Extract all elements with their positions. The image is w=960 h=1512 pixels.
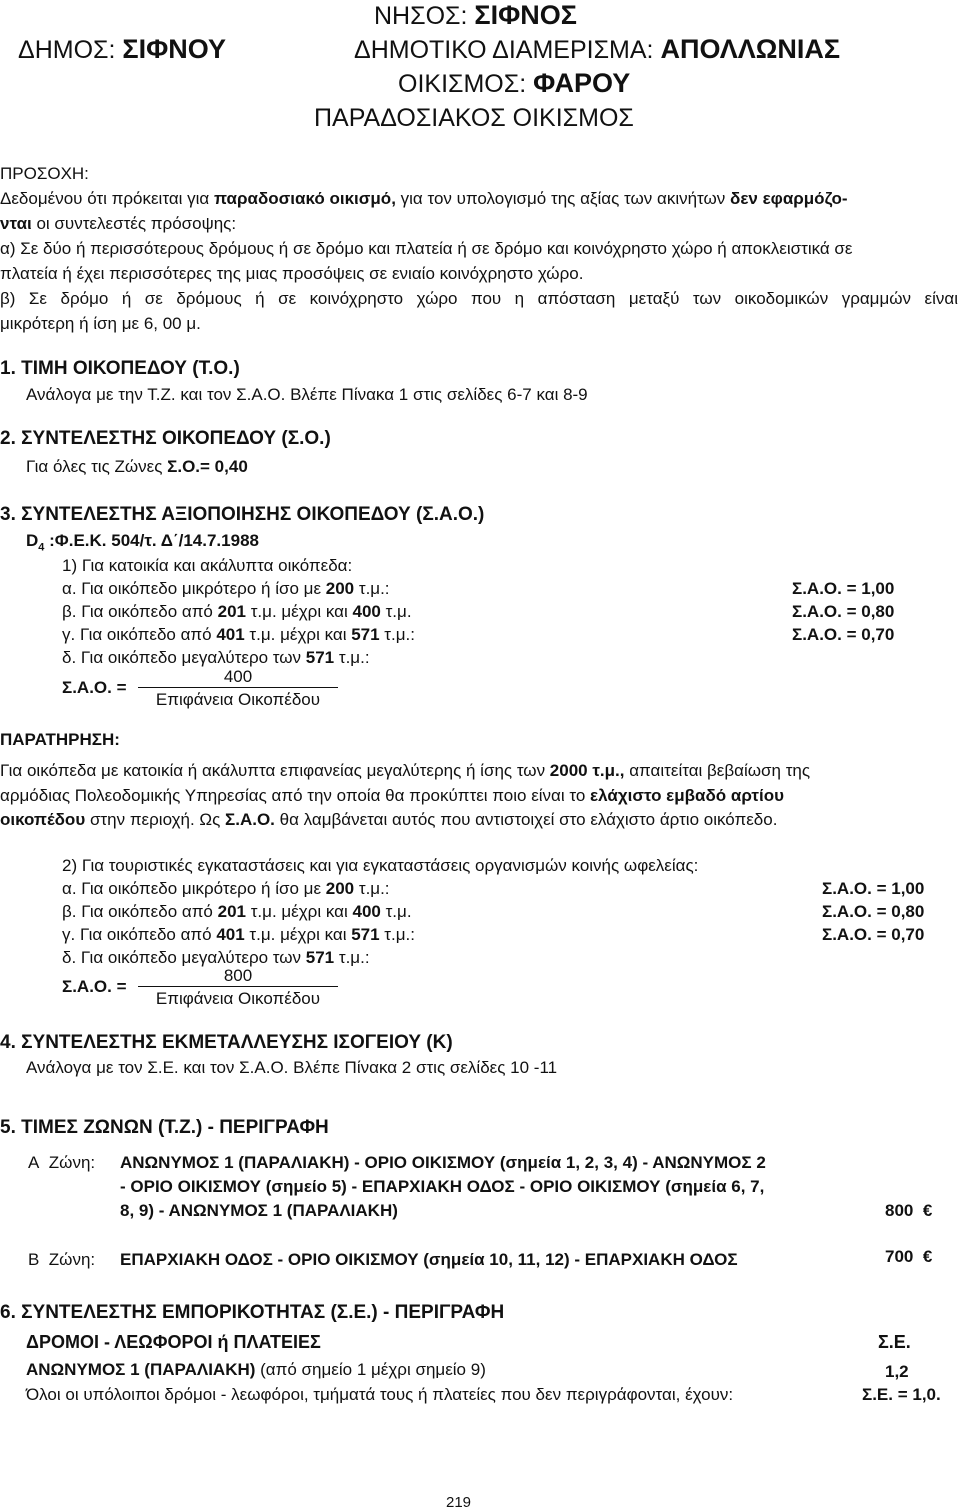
section-1-title: 1. ΤΙΜΗ ΟΙΚΟΠΕΔΟΥ (Τ.Ο.) bbox=[0, 358, 240, 379]
note-line-3: οικοπέδου στην περιοχή. Ως Σ.Α.Ο. θα λαμβάνεται αυτός που αντιστοιχεί στο ελάχιστο άρτιο οικόπεδο. bbox=[0, 810, 778, 829]
formula-2-denominator: Επιφάνεια Οικοπέδου bbox=[155, 989, 321, 1008]
formula-1-label: Σ.Α.Ο. = bbox=[62, 678, 127, 697]
section-5-title: 5. ΤΙΜΕΣ ΖΩΝΩΝ (Τ.Ζ.) - ΠΕΡΙΓΡΑΦΗ bbox=[0, 1117, 329, 1138]
group-1-row-a: α. Για οικόπεδο μικρότερο ή ίσο με 200 τ.μ.: bbox=[62, 579, 390, 598]
formula-2-label: Σ.Α.Ο. = bbox=[62, 977, 127, 996]
zone-a-line-2: - ΟΡΙΟ ΟΙΚΙΣΜΟΥ (σημείο 5) - ΕΠΑΡΧΙΑΚΗ ΟΔΟΣ - ΟΡΙΟ ΟΙΚΙΣΜΟΥ (σημεία 6, 7, bbox=[120, 1177, 765, 1196]
zone-a-line-3: 8, 9) - ΑΝΩΝΥΜΟΣ 1 (ΠΑΡΑΛΙΑΚΗ) bbox=[120, 1201, 398, 1220]
warning-line-3: α) Σε δύο ή περισσότερους δρόμους ή σε δρόμο και πλατεία ή σε δρόμο και κοινόχρηστο χώρο ή αποκλειστικά σε bbox=[0, 239, 853, 258]
warning-line-4: πλατεία ή έχει περισσότερες της μιας προσόψεις σε ενιαίο κοινόχρηστο χώρο. bbox=[0, 264, 584, 283]
island-label: ΝΗΣΟΣ: bbox=[374, 2, 468, 30]
zone-a-price: 800 € bbox=[885, 1201, 933, 1220]
warning-line-2: νται οι συντελεστές πρόσοψης: bbox=[0, 214, 237, 233]
island-value: ΣΙΦΝΟΣ bbox=[474, 0, 577, 30]
group-2-value-b: Σ.Α.Ο. = 0,80 bbox=[822, 902, 925, 921]
other-roads-text: Όλοι οι υπόλοιποι δρόμοι - λεωφόροι, τμήματά τους ή πλατείες που δεν περιγράφονται, έχουν: bbox=[26, 1385, 734, 1404]
group-2-row-d: δ. Για οικόπεδο μεγαλύτερο των 571 τ.μ.: bbox=[62, 948, 370, 967]
group-2-row-c: γ. Για οικόπεδο από 401 τ.μ. μέχρι και 571 τ.μ.: bbox=[62, 925, 415, 944]
group-1-title: 1) Για κατοικία και ακάλυπτα οικόπεδα: bbox=[62, 556, 353, 575]
group-1-value-b: Σ.Α.Ο. = 0,80 bbox=[792, 602, 895, 621]
section-1-text: Ανάλογα με την Τ.Ζ. και τον Σ.Α.Ο. Βλέπε Πίνακα 1 στις σελίδες 6-7 και 8-9 bbox=[26, 385, 588, 404]
group-1-value-c: Σ.Α.Ο. = 0,70 bbox=[792, 625, 895, 644]
page-number: 219 bbox=[446, 1494, 472, 1511]
island-line bbox=[374, 0, 577, 31]
warning-title: ΠΡΟΣΟΧΗ: bbox=[0, 164, 89, 183]
settlement-type: ΠΑΡΑΔΟΣΙΑΚΟΣ ΟΙΚΙΣΜΟΣ bbox=[314, 104, 634, 132]
zone-a-label: Α Ζώνη: bbox=[28, 1153, 96, 1172]
settlement-line bbox=[398, 68, 630, 99]
section-4-title: 4. ΣΥΝΤΕΛΕΣΤΗΣ ΕΚΜΕΤΑΛΛΕΥΣΗΣ ΙΣΟΓΕΙΟΥ (Κ) bbox=[0, 1032, 453, 1053]
section-2-title: 2. ΣΥΝΤΕΛΕΣΤΗΣ ΟΙΚΟΠΕΔΟΥ (Σ.Ο.) bbox=[0, 428, 331, 449]
zone-a-line-1: ΑΝΩΝΥΜΟΣ 1 (ΠΑΡΑΛΙΑΚΗ) - ΟΡΙΟ ΟΙΚΙΣΜΟΥ (σημεία 1, 2, 3, 4) - ΑΝΩΝΥΜΟΣ 2 bbox=[120, 1153, 766, 1172]
municipality-value: ΣΙΦΝΟΥ bbox=[122, 34, 227, 64]
group-2-value-a: Σ.Α.Ο. = 1,00 bbox=[822, 879, 925, 898]
district-value: ΑΠΟΛΛΩΝΙΑΣ bbox=[660, 34, 841, 64]
municipality-line bbox=[18, 34, 226, 65]
section-4-text: Ανάλογα με τον Σ.Ε. και τον Σ.Α.Ο. Βλέπε Πίνακα 2 στις σελίδες 10 -11 bbox=[26, 1058, 558, 1077]
warning-line-5: β) Σε δρόμο ή σε δρόμους ή σε κοινόχρηστο χώρο που η απόσταση μεταξύ των οικοδομικών γραμμών είναι bbox=[0, 289, 958, 308]
district-line bbox=[354, 34, 840, 65]
road-row-value: 1,2 bbox=[885, 1362, 909, 1381]
formula-1-denominator: Επιφάνεια Οικοπέδου bbox=[155, 690, 321, 709]
group-1-value-a: Σ.Α.Ο. = 1,00 bbox=[792, 579, 895, 598]
group-2-title: 2) Για τουριστικές εγκαταστάσεις και για εγκαταστάσεις οργανισμών κοινής ωφελείας: bbox=[62, 856, 699, 875]
settlement-value: ΦΑΡΟΥ bbox=[533, 68, 631, 98]
euro-icon: € bbox=[922, 1201, 933, 1220]
settlement-label: ΟΙΚΙΣΜΟΣ: bbox=[398, 70, 527, 98]
zone-b-line-1: ΕΠΑΡΧΙΑΚΗ ΟΔΟΣ - ΟΡΙΟ ΟΙΚΙΣΜΟΥ (σημεία 10, 11, 12) - ΕΠΑΡΧΙΑΚΗ ΟΔΟΣ bbox=[120, 1250, 738, 1269]
warning-line-1: Δεδομένου ότι πρόκειται για παραδοσιακό οικισμό, για τον υπολογισμό της αξίας των ακινήτων δεν εφαρμόζο- bbox=[0, 189, 848, 208]
formula-2-fraction-bar bbox=[138, 986, 338, 987]
note-line-2: αρμόδιας Πολεοδομικής Υπηρεσίας από την οποία θα προκύπτει ποιο είναι το ελάχιστο εμβαδό αρτίου bbox=[0, 786, 784, 805]
group-1-row-b: β. Για οικόπεδο από 201 τ.μ. μέχρι και 400 τ.μ. bbox=[62, 602, 412, 621]
group-2-row-b: β. Για οικόπεδο από 201 τ.μ. μέχρι και 400 τ.μ. bbox=[62, 902, 412, 921]
warning-line-6: μικρότερη ή ίση με 6, 00 μ. bbox=[0, 314, 201, 333]
note-title: ΠΑΡΑΤΗΡΗΣΗ: bbox=[0, 730, 120, 749]
se-column-header: Σ.Ε. bbox=[878, 1332, 911, 1352]
section-6-title: 6. ΣΥΝΤΕΛΕΣΤΗΣ ΕΜΠΟΡΙΚΟΤΗΤΑΣ (Σ.Ε.) - ΠΕΡΙΓΡΑΦΗ bbox=[0, 1302, 505, 1323]
section-2-text: Για όλες τις Ζώνες Σ.Ο.= 0,40 bbox=[26, 457, 248, 476]
note-line-1: Για οικόπεδα με κατοικία ή ακάλυπτα επιφανείας μεγαλύτερης ή ίσης των 2000 τ.μ., απαιτείται βεβαίωση της bbox=[0, 761, 811, 780]
group-2-row-a: α. Για οικόπεδο μικρότερο ή ίσο με 200 τ.μ.: bbox=[62, 879, 390, 898]
formula-1-fraction-bar bbox=[138, 687, 338, 688]
section-3-title: 3. ΣΥΝΤΕΛΕΣΤΗΣ ΑΞΙΟΠΟΙΗΣΗΣ ΟΙΚΟΠΕΔΟΥ (Σ.Α.Ο.) bbox=[0, 504, 485, 525]
fek-reference: $D_4$ :Φ.Ε.Κ. 504/τ. Δ΄/14.7.1988 bbox=[26, 531, 259, 554]
municipality-label: ΔΗΜΟΣ: bbox=[18, 36, 116, 64]
zone-b-label: Β Ζώνη: bbox=[28, 1250, 96, 1269]
other-roads-value: Σ.Ε. = 1,0. bbox=[862, 1385, 941, 1404]
group-2-value-c: Σ.Α.Ο. = 0,70 bbox=[822, 925, 925, 944]
group-1-row-d: δ. Για οικόπεδο μεγαλύτερο των 571 τ.μ.: bbox=[62, 648, 370, 667]
formula-1-numerator: 400 bbox=[223, 667, 253, 686]
zone-b-price: 700 € bbox=[885, 1247, 933, 1266]
district-label: ΔΗΜΟΤΙΚΟ ΔΙΑΜΕΡΙΣΜΑ: bbox=[354, 36, 654, 64]
formula-2-numerator: 800 bbox=[223, 966, 253, 985]
euro-icon: € bbox=[922, 1247, 933, 1266]
roads-column-header: ΔΡΟΜΟΙ - ΛΕΩΦΟΡΟΙ ή ΠΛΑΤΕΙΕΣ bbox=[26, 1332, 321, 1352]
road-row: ΑΝΩΝΥΜΟΣ 1 (ΠΑΡΑΛΙΑΚΗ) (από σημείο 1 μέχρι σημείο 9) bbox=[26, 1360, 486, 1379]
group-1-row-c: γ. Για οικόπεδο από 401 τ.μ. μέχρι και 571 τ.μ.: bbox=[62, 625, 415, 644]
